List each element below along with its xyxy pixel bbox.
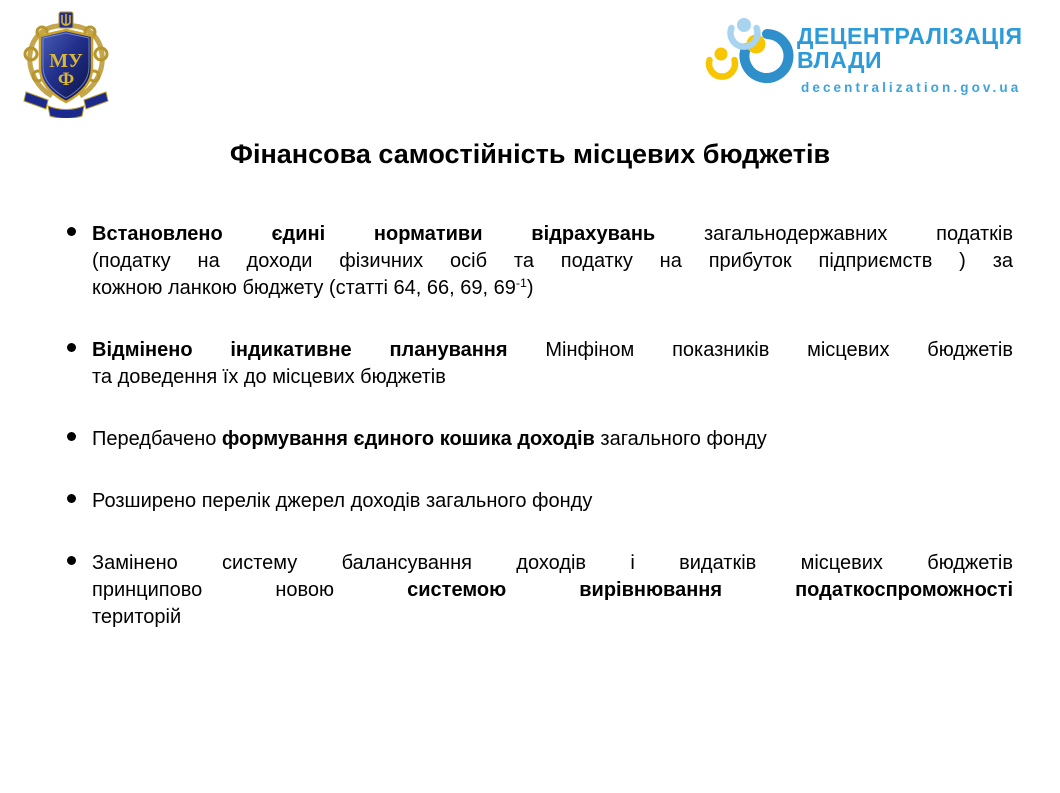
bullet-line <box>92 248 1013 275</box>
text-segment: Передбачено <box>92 428 222 450</box>
bullet-item <box>92 221 1013 302</box>
decentralization-logo-text <box>797 24 1023 100</box>
bullet-line <box>92 604 1013 631</box>
text-segment: Встановлено єдині нормативи відрахувань <box>92 223 656 245</box>
text-segment: принципово новою <box>92 579 408 601</box>
crest-monogram-top: МУ <box>49 50 83 72</box>
text-segment: загальнодержавних податків <box>655 223 1013 245</box>
bullet-line <box>92 426 1013 453</box>
bullet-item <box>92 550 1013 631</box>
text-segment: Розширено перелік джерел доходів загального фонду <box>92 490 593 512</box>
decentralization-logo-mark <box>700 14 800 92</box>
decentralization-website: decentralization.gov.ua <box>801 80 1022 95</box>
university-crest-icon <box>18 10 114 118</box>
bullet-line <box>92 550 1013 577</box>
bullet-item <box>92 337 1013 391</box>
text-segment: системою вирівнювання податкоспроможності <box>407 579 1013 601</box>
bullet-line <box>92 275 1013 302</box>
university-crest-logo <box>18 10 114 118</box>
text-segment: кожною ланкою бюджету (статті 64, 66, 69, 69 <box>92 277 516 299</box>
bullet-item <box>92 426 1013 453</box>
bullet-item <box>92 488 1013 515</box>
decentralization-wordmark-line2: ВЛАДИ <box>797 47 883 73</box>
bullet-list <box>92 221 1013 666</box>
slide-title: Фінансова самостійність місцевих бюджетів <box>229 139 831 169</box>
text-segment: Відмінено індикативне планування <box>92 339 508 361</box>
ribbon-banner <box>48 106 84 118</box>
superscript-segment: -1 <box>515 276 527 290</box>
bullet-line <box>92 364 1013 391</box>
text-segment: Замінено систему балансування доходів і видатків місцевих бюджетів <box>92 552 1013 574</box>
text-segment: загального фонду <box>594 428 767 450</box>
people-figures-icon <box>700 14 800 92</box>
text-segment: територій <box>92 606 182 628</box>
text-segment: ) <box>526 277 534 299</box>
bullet-line <box>92 221 1013 248</box>
text-segment: формування єдиного кошика доходів <box>221 428 595 450</box>
bullet-line <box>92 337 1013 364</box>
crest-monogram-bottom: Ф <box>57 69 75 90</box>
bullet-line <box>92 577 1013 604</box>
decentralization-wordmark-line1: ДЕЦЕНТРАЛІЗАЦІЯ <box>797 23 1023 49</box>
text-segment: та доведення їх до місцевих бюджетів <box>92 366 446 388</box>
text-segment: (податку на доходи фізичних осіб та податку на прибуток підприємств ) за <box>92 250 1013 272</box>
bullet-line <box>92 488 1013 515</box>
text-segment: Мінфіном показників місцевих бюджетів <box>507 339 1013 361</box>
